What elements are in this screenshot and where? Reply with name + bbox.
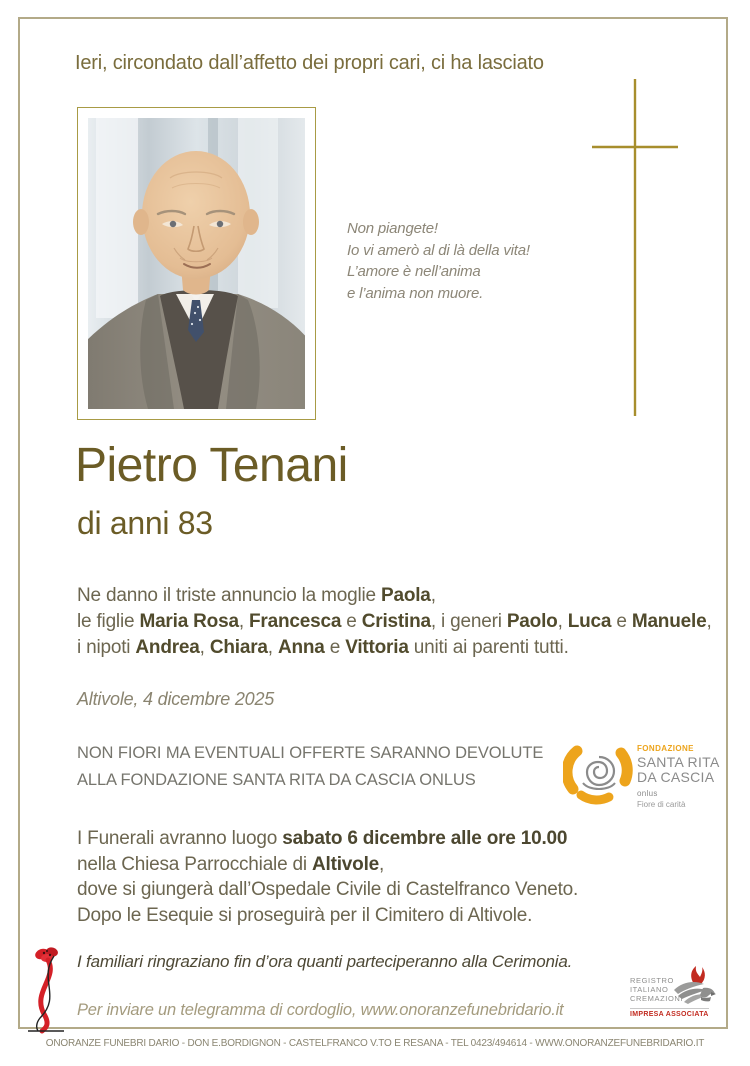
- cremation-line3: CREMAZIONI: [630, 993, 684, 1003]
- flower-icon: [28, 946, 64, 1031]
- telegram-line: Per inviare un telegramma di cordoglio, www.onoranzefunebridario.it: [77, 1001, 564, 1019]
- memorial-cross-icon: [585, 75, 685, 420]
- santa-rita-line3-main: DA CASCIA: [637, 769, 714, 785]
- santa-rita-line2: SANTA RITA: [637, 754, 720, 770]
- announcement-block: [77, 583, 712, 661]
- quote-block: Non piangete! Io vi amerò al di là della vita! L’amore è nell’anima e l’anima non muore.: [347, 220, 530, 302]
- intro-line: Ieri, circondato dall’affetto dei propri cari, ci ha lasciato: [75, 52, 544, 74]
- announcement-line: Ne danno il triste annuncio la moglie Paola,: [77, 585, 436, 606]
- footer-line: ONORANZE FUNEBRI DARIO - DON E.BORDIGNON - CASTELFRANCO V.TO E RESANA - TEL 0423/494614 - WWW.ONORANZEFUNEBRIDARIO.IT: [45, 1038, 705, 1049]
- funeral-line: I Funerali avranno luogo sabato 6 dicembre alle ore 10.00: [77, 828, 568, 849]
- cremation-registry-logo: [630, 970, 714, 1030]
- florist-logo: [24, 944, 80, 1034]
- santa-rita-line4: Fiore di carità: [637, 800, 686, 809]
- funeral-block: [77, 826, 578, 928]
- funeral-line: dove si giungerà dall’Ospedale Civile di Castelfranco Veneto.: [77, 879, 579, 900]
- funeral-line: Dopo le Esequie si proseguirà per il Cimitero di Altivole.: [77, 904, 533, 926]
- age-line: di anni 83: [77, 505, 213, 541]
- offering-block: NON FIORI MA EVENTUALI OFFERTE SARANNO DEVOLUTE ALLA FONDAZIONE SANTA RITA DA CASCIA ONLUS: [77, 744, 544, 789]
- santa-rita-line3: [637, 770, 728, 798]
- portrait-image: [88, 118, 305, 409]
- cremation-line2: ITALIANO: [630, 984, 669, 994]
- santa-rita-onlus: onlus: [637, 789, 658, 798]
- cremation-text: [630, 977, 683, 1004]
- santa-rita-logo: [563, 733, 728, 815]
- announcement-line: i nipoti Andrea, Chiara, Anna e Vittoria uniti ai parenti tutti.: [77, 637, 569, 658]
- cremation-line1: REGISTRO: [630, 976, 674, 985]
- thanks-line: I familiari ringraziano fin d’ora quanti parteciperanno alla Cerimonia.: [77, 952, 573, 971]
- deceased-name: Pietro Tenani: [75, 439, 348, 492]
- rose-icon: [563, 735, 635, 807]
- date-line: Altivole, 4 dicembre 2025: [77, 689, 275, 709]
- photo-frame: [77, 107, 316, 420]
- santa-rita-line1: FONDAZIONE: [637, 744, 694, 753]
- announcement-line: le figlie Maria Rosa, Francesca e Cristina, i generi Paolo, Luca e Manuele,: [77, 611, 712, 632]
- santa-rita-text: [637, 745, 728, 809]
- impresa-associata-badge: IMPRESA ASSOCIATA: [630, 1008, 709, 1018]
- funeral-line: nella Chiesa Parrocchiale di Altivole,: [77, 853, 385, 875]
